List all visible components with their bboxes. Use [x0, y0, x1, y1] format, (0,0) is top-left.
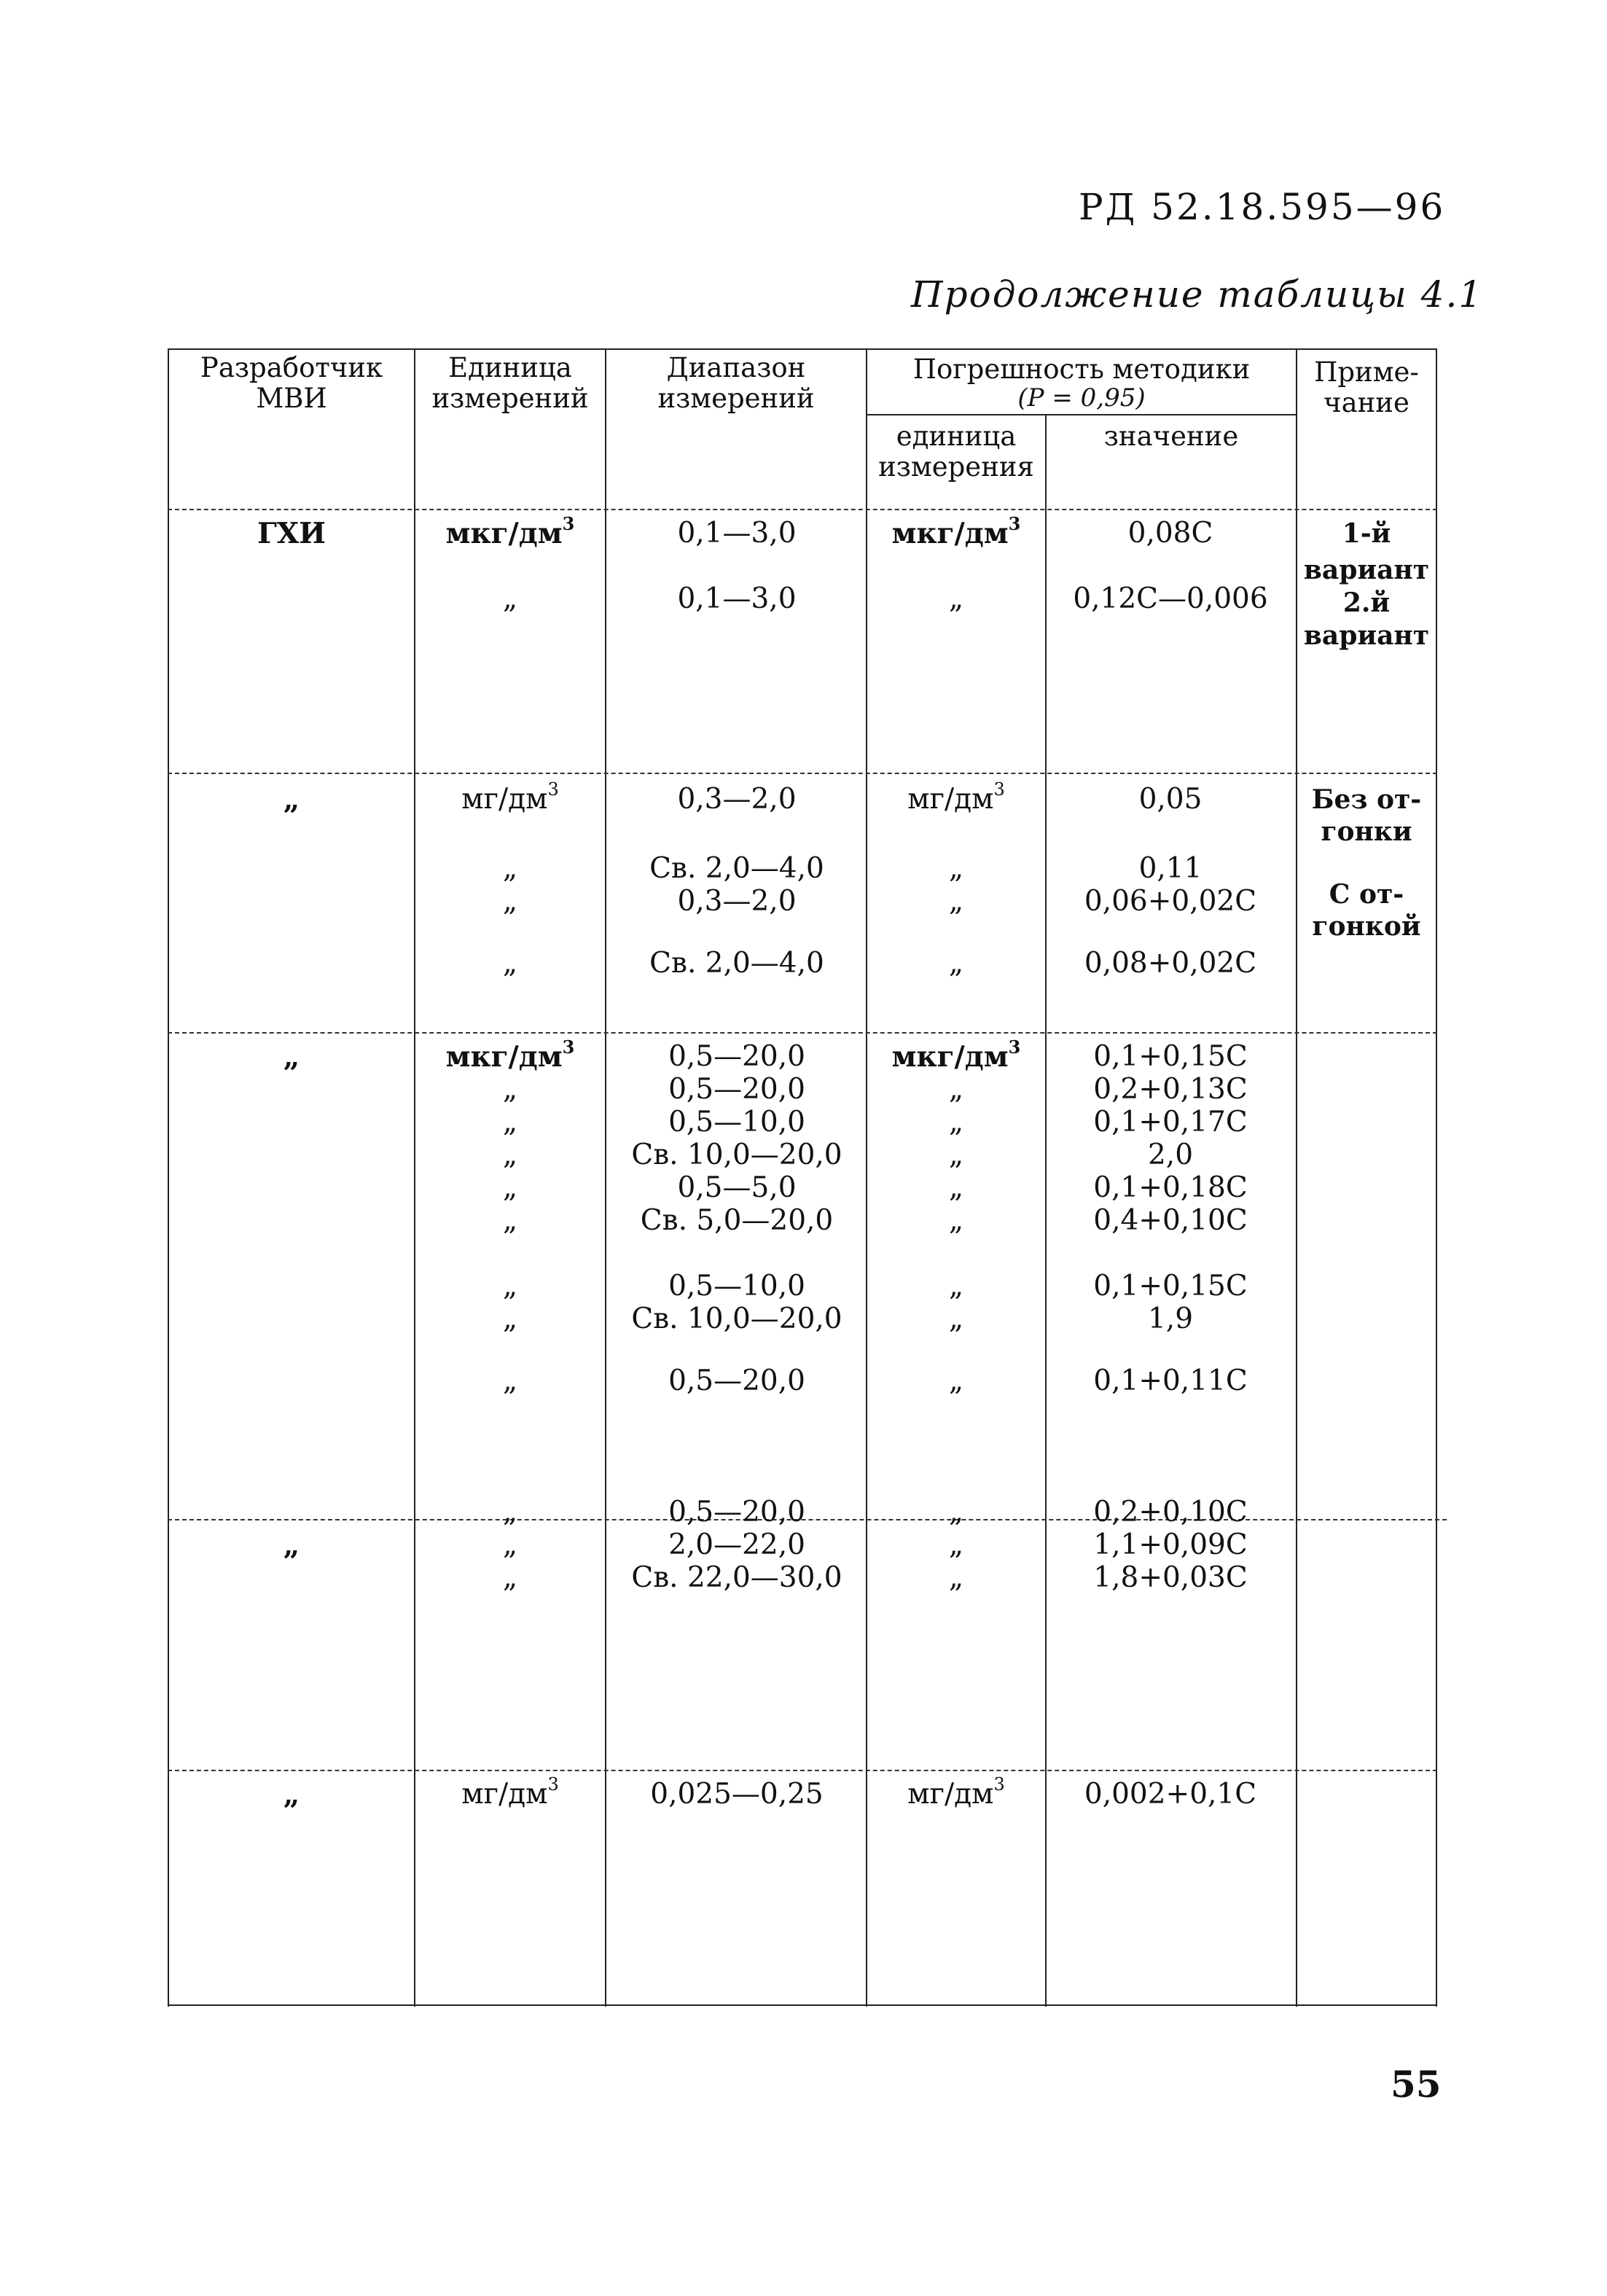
error-value-cell: 2,0 — [1147, 1139, 1194, 1171]
range-cell: 0,025—0,25 — [650, 1778, 824, 1811]
header-developer-line: Разработчик — [200, 352, 383, 383]
unit-cell: „ — [502, 885, 518, 918]
range-cell: 0,5—20,0 — [668, 1040, 805, 1073]
developer-cell: „ — [283, 783, 300, 816]
error-unit-cell: „ — [948, 1106, 964, 1139]
document-id: РД 52.18.595—96 — [1079, 186, 1446, 228]
error-value-cell: 0,08C — [1127, 517, 1213, 550]
unit-cell: „ — [502, 1364, 518, 1397]
unit-cell: „ — [502, 1496, 518, 1528]
unit-cell: „ — [502, 1139, 518, 1171]
range-cell: 0,3—2,0 — [677, 885, 797, 918]
range-cell: Св. 5,0—20,0 — [640, 1204, 834, 1237]
range-cell: Св. 2,0—4,0 — [649, 852, 824, 885]
error-unit-cell: „ — [948, 1561, 964, 1594]
range-cell: 0,3—2,0 — [677, 783, 797, 816]
error-unit-cell: „ — [948, 1528, 964, 1561]
unit-cell: „ — [502, 1561, 518, 1594]
header-error-unit-line: измерения — [878, 451, 1034, 483]
error-unit-cell: „ — [948, 1303, 964, 1335]
error-unit-cell: „ — [948, 1073, 964, 1106]
note-cell: вариант — [1303, 555, 1430, 585]
note-cell: гонкой — [1312, 911, 1421, 942]
header-subdivider — [866, 414, 1297, 415]
range-cell: Св. 10,0—20,0 — [631, 1139, 842, 1171]
header-developer-line: МВИ — [256, 383, 327, 414]
error-unit-cell: „ — [948, 1364, 964, 1397]
error-unit-cell: „ — [948, 1139, 964, 1171]
note-cell: гонки — [1321, 816, 1412, 847]
row-divider — [168, 1032, 1437, 1034]
range-cell: Св. 2,0—4,0 — [649, 947, 824, 980]
unit-cell: „ — [502, 1171, 518, 1204]
error-unit-cell: мкг/$дм^3$ — [891, 1036, 1021, 1074]
error-unit-cell: „ — [948, 1171, 964, 1204]
error-value-cell: 0,1+0,18C — [1093, 1171, 1248, 1204]
error-value-cell: 0,1+0,15C — [1093, 1270, 1248, 1303]
table-caption: Продолжение таблицы 4.1 — [911, 273, 1484, 316]
error-value-cell: 1,1+0,09C — [1093, 1528, 1248, 1561]
unit-cell: мкг/$дм^3$ — [445, 1036, 575, 1074]
table-border-left — [168, 348, 169, 2007]
error-value-cell: 0,12C—0,006 — [1073, 582, 1268, 615]
table-border-right — [1436, 348, 1437, 2007]
error-value-cell: 1,9 — [1147, 1303, 1194, 1335]
header-note-line: Приме- — [1314, 356, 1419, 388]
range-cell: 0,5—20,0 — [668, 1364, 805, 1397]
note-cell: 2.й — [1342, 587, 1391, 618]
table-border-top — [168, 348, 1437, 350]
header-note-line: чание — [1323, 387, 1409, 418]
unit-cell: „ — [502, 947, 518, 980]
header-unit — [415, 353, 605, 414]
range-cell: 0,5—10,0 — [668, 1106, 805, 1139]
header-error-title: Погрешность методики — [912, 354, 1251, 385]
error-unit-cell: „ — [948, 852, 964, 885]
error-unit-cell: „ — [948, 947, 964, 980]
header-error-group — [867, 354, 1296, 411]
header-range — [606, 353, 866, 414]
unit-cell: $мг/дм^3$ — [461, 1774, 559, 1811]
unit-cell: „ — [502, 1106, 518, 1139]
range-cell: 0,5—10,0 — [668, 1270, 805, 1303]
note-cell: 1-й — [1342, 518, 1391, 549]
error-value-cell: 0,05 — [1138, 783, 1203, 816]
error-value-cell: 1,8+0,03C — [1093, 1561, 1248, 1594]
error-unit-cell: „ — [948, 885, 964, 918]
range-cell: Св. 22,0—30,0 — [631, 1561, 842, 1594]
header-unit-line: измерений — [431, 383, 589, 414]
error-unit-cell: „ — [948, 1496, 964, 1528]
error-unit-cell: $мг/дм^3$ — [907, 779, 1005, 816]
header-range-line: Диапазон — [666, 352, 806, 383]
error-unit-cell: мкг/$дм^3$ — [891, 513, 1021, 550]
header-error-unit-line: единица — [896, 421, 1017, 452]
developer-cell: „ — [283, 1778, 300, 1811]
range-cell: 0,5—5,0 — [677, 1171, 797, 1204]
error-unit-cell: $мг/дм^3$ — [907, 1774, 1005, 1811]
error-value-cell: 0,1+0,15C — [1093, 1040, 1248, 1073]
page-number: 55 — [1391, 2063, 1442, 2106]
error-unit-cell: „ — [948, 1270, 964, 1303]
error-value-cell: 0,2+0,13C — [1093, 1073, 1248, 1106]
table-border-bottom — [168, 2004, 1437, 2006]
unit-cell: „ — [502, 852, 518, 885]
header-error-probability: (P = 0,95) — [1017, 383, 1146, 413]
header-range-line: измерений — [657, 383, 815, 414]
error-value-cell: 0,1+0,17C — [1093, 1106, 1248, 1139]
header-developer — [169, 353, 414, 414]
developer-cell: „ — [283, 1528, 300, 1562]
error-value-cell: 0,2+0,10C — [1093, 1496, 1248, 1528]
header-error-value — [1047, 421, 1296, 452]
developer-cell: „ — [283, 1040, 300, 1074]
note-cell: Без от- — [1311, 784, 1422, 815]
error-unit-cell: „ — [948, 1204, 964, 1237]
header-error-value-text: значение — [1103, 421, 1239, 452]
error-value-cell: 0,08+0,02C — [1084, 947, 1257, 980]
unit-cell: мкг/$дм^3$ — [445, 513, 575, 550]
error-unit-cell: „ — [948, 582, 964, 615]
unit-cell: „ — [502, 1303, 518, 1335]
unit-cell: „ — [502, 1073, 518, 1106]
error-value-cell: 0,1+0,11C — [1093, 1364, 1248, 1397]
range-cell: 0,5—20,0 — [668, 1496, 805, 1528]
unit-cell: „ — [502, 582, 518, 615]
error-value-cell: 0,11 — [1138, 852, 1203, 885]
range-cell: Св. 10,0—20,0 — [631, 1303, 842, 1335]
range-cell: 0,1—3,0 — [677, 582, 797, 615]
header-error-unit — [867, 421, 1045, 483]
row-divider — [168, 773, 1437, 774]
error-value-cell: 0,4+0,10C — [1093, 1204, 1248, 1237]
note-cell: вариант — [1303, 620, 1430, 651]
row-divider — [168, 1770, 1437, 1771]
unit-cell: „ — [502, 1270, 518, 1303]
developer-cell: ГХИ — [257, 517, 327, 550]
unit-cell: $мг/дм^3$ — [461, 779, 559, 816]
error-value-cell: 0,002+0,1C — [1084, 1778, 1257, 1811]
range-cell: 2,0—22,0 — [668, 1528, 805, 1561]
header-unit-line: Единица — [448, 352, 572, 383]
unit-cell: „ — [502, 1204, 518, 1237]
range-cell: 0,5—20,0 — [668, 1073, 805, 1106]
row-divider — [168, 509, 1437, 510]
range-cell: 0,1—3,0 — [677, 517, 797, 550]
unit-cell: „ — [502, 1528, 518, 1561]
error-value-cell: 0,06+0,02C — [1084, 885, 1257, 918]
note-cell: С от- — [1329, 879, 1404, 910]
header-note — [1297, 357, 1436, 418]
